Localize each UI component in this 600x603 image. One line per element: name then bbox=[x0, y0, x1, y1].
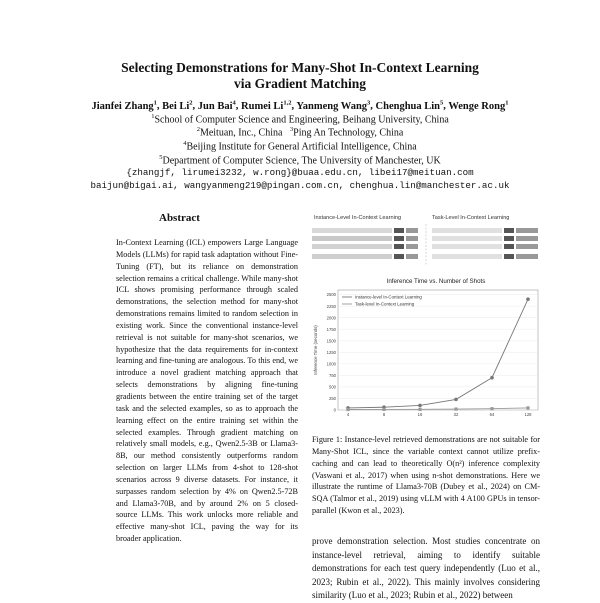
data-point bbox=[454, 398, 458, 402]
author: Rumei Li$^{1,2}$ bbox=[241, 99, 292, 112]
body-text: prove demonstration selection. Most studies concentrate on instance-level retrieval, aiming to identify suitable demonstrations for each test query independently (Luo et al., 2023; Rubin et al., 2022). This mainly involves considering similarity (Luo et al., 2023; Rubin et al., 2022) between bbox=[312, 536, 540, 601]
author-list: Jianfei Zhang$^1$, Bei Li$^2$, Jun Bai$^4$, Rumei Li$^{1,2}$, Yanmeng Wang$^3$, Chenghua Lin$^5$, Wenge Rong$^1$ bbox=[91, 99, 509, 112]
y-tick-label: 1750 bbox=[326, 326, 336, 332]
y-tick-label: 0 bbox=[333, 407, 336, 413]
panel-left-label: Instance-Level In-Context Learning bbox=[314, 215, 402, 221]
y-tick-label: 1000 bbox=[326, 361, 336, 367]
x-tick-label: 4 bbox=[346, 412, 350, 417]
emails-line-1: {zhangjf, lirumei3232, w.rong}@buaa.edu.cn, libei17@meituan.com bbox=[126, 167, 474, 178]
instance-level-diagram bbox=[312, 228, 418, 259]
abstract-heading: Abstract bbox=[159, 212, 200, 224]
data-point bbox=[418, 404, 422, 408]
x-tick-label: 8 bbox=[382, 412, 386, 417]
data-point bbox=[346, 408, 349, 411]
abstract-body: In-Context Learning (ICL) empowers Large Language Models (LLMs) for rapid task adaptation without Fine-Tuning (FT), but its reliance on demonstration selection remains a critical challenge. While many-shot ICL shows promising performance through scaled demonstrations, the selection method for many-shot demonstrations remains limited to random selection in existing work. Since the conventional instance-level retrieval is not suitable for many-shot scenarios, we hypothesize that the data requirements for in-context learning and fine-tuning are analogous. To this end, we introduce a novel gradient matching approach that selects demonstrations by aligning fine-tuning gradients between the entire training set of the target task and the selected examples, so as to approach the learning effect on the entire training set within the selected examples. Through gradient matching on relatively small models, e.g., Qwen2.5-3B or Llama3-8B, our method consistently outperforms random selection on larger LLMs from 4-shot to 128-shot scenarios across 9 diverse datasets. For instance, it surpasses random selection by 4% on Qwen2.5-72B and Llama3-70B, and by around 2% on 5 closed-source LLMs. This work unlocks more reliable and effective many-shot ICL, paving the way for its broader application. bbox=[116, 238, 298, 544]
author: Jun Bai$^4$ bbox=[197, 99, 236, 112]
chart-title: Inference Time vs. Number of Shots bbox=[386, 278, 486, 285]
y-tick-label: 250 bbox=[329, 396, 336, 402]
y-tick-label: 1500 bbox=[326, 338, 336, 344]
plot-frame bbox=[338, 290, 538, 410]
affiliation-5: $^5$Department of Computer Science, The University of Manchester, UK bbox=[159, 154, 441, 167]
panel-right-label: Task-Level In-Context Learning bbox=[432, 215, 510, 221]
x-tick-label: 32 bbox=[453, 412, 459, 417]
data-point bbox=[490, 376, 494, 380]
y-tick-label: 2500 bbox=[326, 292, 336, 298]
paper-title bbox=[60, 60, 540, 92]
data-point bbox=[526, 406, 529, 409]
y-tick-label: 2000 bbox=[326, 315, 336, 321]
y-tick-label: 500 bbox=[329, 384, 336, 390]
data-point bbox=[454, 407, 457, 410]
y-tick-label: 1250 bbox=[326, 349, 336, 355]
y-tick-label: 750 bbox=[329, 372, 336, 378]
x-tick-label: 16 bbox=[417, 412, 423, 417]
legend-entry: Task-level In-Context Learning bbox=[355, 301, 415, 307]
data-point bbox=[418, 408, 421, 411]
x-tick-label: 64 bbox=[489, 412, 495, 417]
inference-time-chart bbox=[313, 290, 538, 417]
author: Yanmeng Wang$^3$ bbox=[296, 99, 371, 112]
task-level-diagram bbox=[432, 228, 538, 259]
data-point bbox=[490, 407, 493, 410]
figure-1 bbox=[308, 208, 544, 422]
x-tick-label: 128 bbox=[524, 412, 532, 417]
data-point bbox=[382, 408, 385, 411]
figure-caption: Figure 1: Instance-level retrieved demonstrations are not suitable for Many-Shot ICL, since the variable context cannot utilize prefix-caching and can lead to theoretically O(n²) inference complexity (Vaswani et al., 2017) when using n-shot demonstrations. Here we illustrate the runtime of Llama3-70B (Dubey et al., 2024) on CM-SQA (Talmor et al., 2019) using vLLM with 4 A100 GPUs in tensor-parallel (Kwon et al., 2023). bbox=[312, 435, 540, 516]
y-tick-label: 2250 bbox=[326, 303, 336, 309]
author: Wenge Rong$^1$ bbox=[448, 99, 509, 112]
author: Jianfei Zhang$^1$ bbox=[91, 99, 157, 112]
affiliation-2-3: $^2$Meituan, Inc., China $^3$Ping An Technology, China bbox=[196, 126, 404, 139]
y-axis-label: Inference Time (seconds) bbox=[313, 325, 318, 375]
title-line-2: via Gradient Matching bbox=[234, 76, 366, 91]
data-point bbox=[526, 297, 530, 301]
affiliation-4: $^4$Beijing Institute for General Artificial Intelligence, China bbox=[183, 140, 417, 153]
title-line-1: Selecting Demonstrations for Many-Shot In-Context Learning bbox=[121, 60, 479, 75]
affiliation-1: $^1$School of Computer Science and Engineering, Beihang University, China bbox=[151, 113, 449, 126]
legend-entry: Instance-level In-Context Learning bbox=[355, 294, 422, 300]
author: Bei Li$^2$ bbox=[162, 99, 193, 112]
series-line bbox=[348, 299, 528, 408]
emails-line-2: baijun@bigai.ai, wangyanmeng219@pingan.com.cn, chenghua.lin@manchester.ac.uk bbox=[90, 180, 510, 191]
series-line bbox=[348, 408, 528, 410]
author: Chenghua Lin$^5$ bbox=[375, 99, 444, 112]
